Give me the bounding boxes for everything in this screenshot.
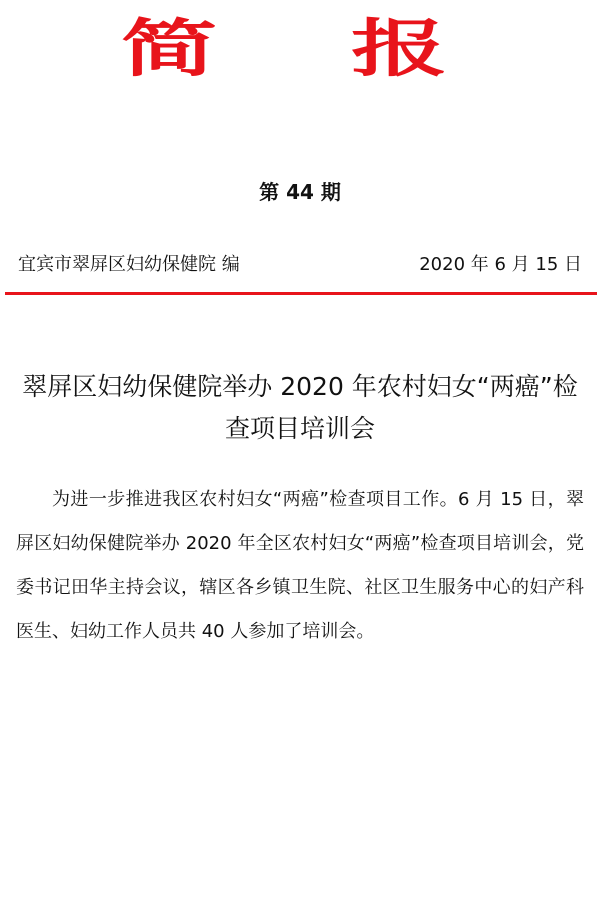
editor-line: 宜宾市翠屏区妇幼保健院 编 [18, 254, 240, 275]
masthead-title-char-2: 报 [350, 12, 448, 85]
issue-number: 第 44 期 [259, 180, 341, 204]
masthead [0, 14, 600, 84]
publication-date: 2020 年 6 月 15 日 [419, 254, 582, 275]
article-body: 为进一步推进我区农村妇女“两癌”检查项目工作。6 月 15 日，翠屏区妇幼保健院举办 2020 年全区农村妇女“两癌”检查项目培训会，党委书记田华主持会议，辖区各乡镇卫生院、社区卫生服务中心的妇产科医生、妇幼工作人员共 40 人参加了培训会。 [16, 489, 584, 642]
publication-meta [18, 251, 582, 279]
header-divider [5, 292, 597, 295]
masthead-title-char-1: 简 [120, 12, 218, 85]
article-title: 翠屏区妇幼保健院举办 2020 年农村妇女“两癌”检查项目培训会 [22, 372, 578, 443]
